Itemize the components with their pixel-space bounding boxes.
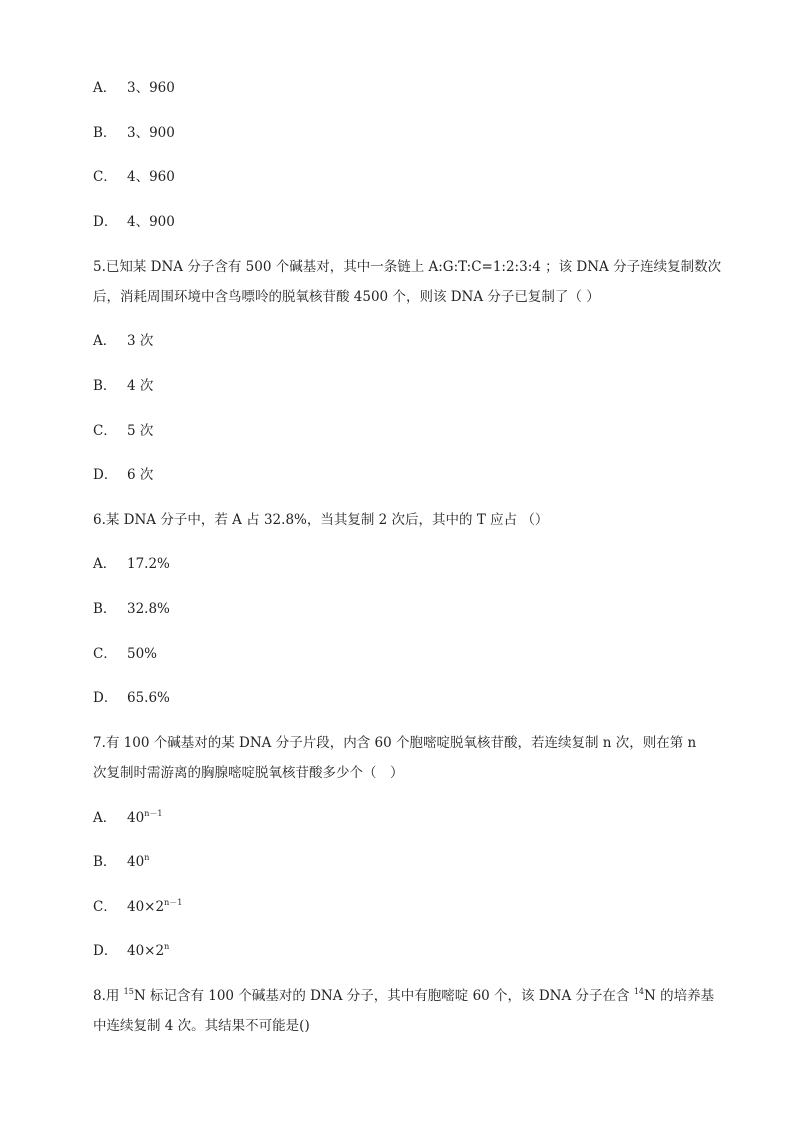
q7-option-b: B． 40$^n$ <box>93 853 150 870</box>
q5-option-a: A． 3 次 <box>93 333 154 349</box>
q5-stem-line2: 后，消耗周围环境中含鸟嘌呤的脱氧核苷酸 4500 个，则该 DNA 分子已复制了（ ） <box>93 289 600 305</box>
q4-option-a: A． 3、960 <box>93 80 175 96</box>
q7-option-a: A． $40^{n-1}$ <box>93 809 163 826</box>
q7-option-c: C． $40\times 2^{n-1}$ <box>93 898 183 915</box>
q6-option-d: D． 65.6% <box>93 690 170 706</box>
q4-option-b: B． 3、900 <box>93 125 175 141</box>
q6-option-c: C． 50% <box>93 646 158 662</box>
q8-stem-line2: 中连续复制 4 次。其结果不可能是() <box>93 1018 310 1034</box>
q5-option-c: C． 5 次 <box>93 423 154 439</box>
q5-option-b: B． 4 次 <box>93 378 154 394</box>
q7-stem-line2: 次复制时需游离的胸腺嘧啶脱氧核苷酸多少个（ ） <box>93 765 404 781</box>
q5-stem-line1: 5.已知某 DNA 分子含有 500 个碱基对，其中一条链上 A:G:T:C=1:2:3:4 ；该 DNA 分子连续复制数次 <box>93 259 722 275</box>
q7-option-d: D． $40\times 2^n$ <box>93 942 170 959</box>
q4-option-d: D． 4、900 <box>93 214 175 230</box>
q4-option-c: C． 4、960 <box>93 169 175 185</box>
q8-stem-line1: 8.用 $^{15}$N 标记含有 100 个碱基对的 DNA 分子，其中有胞嘧啶 60 个，该 DNA 分子在含 $^{14}$N 的培养基 <box>93 987 715 1004</box>
q5-option-d: D． 6 次 <box>93 467 154 483</box>
q7-stem-line1: 7.有 100 个碱基对的某 DNA 分子片段，内含 60 个胞嘧啶脱氧核苷酸，若连续复制 n 次，则在第 n <box>93 735 697 751</box>
q6-stem: 6.某 DNA 分子中，若 A 占 32.8%，当其复制 2 次后，其中的 T 应占 （） <box>93 512 549 528</box>
q6-option-b: B． 32.8% <box>93 601 170 617</box>
q6-option-a: A． 17.2% <box>93 556 170 572</box>
